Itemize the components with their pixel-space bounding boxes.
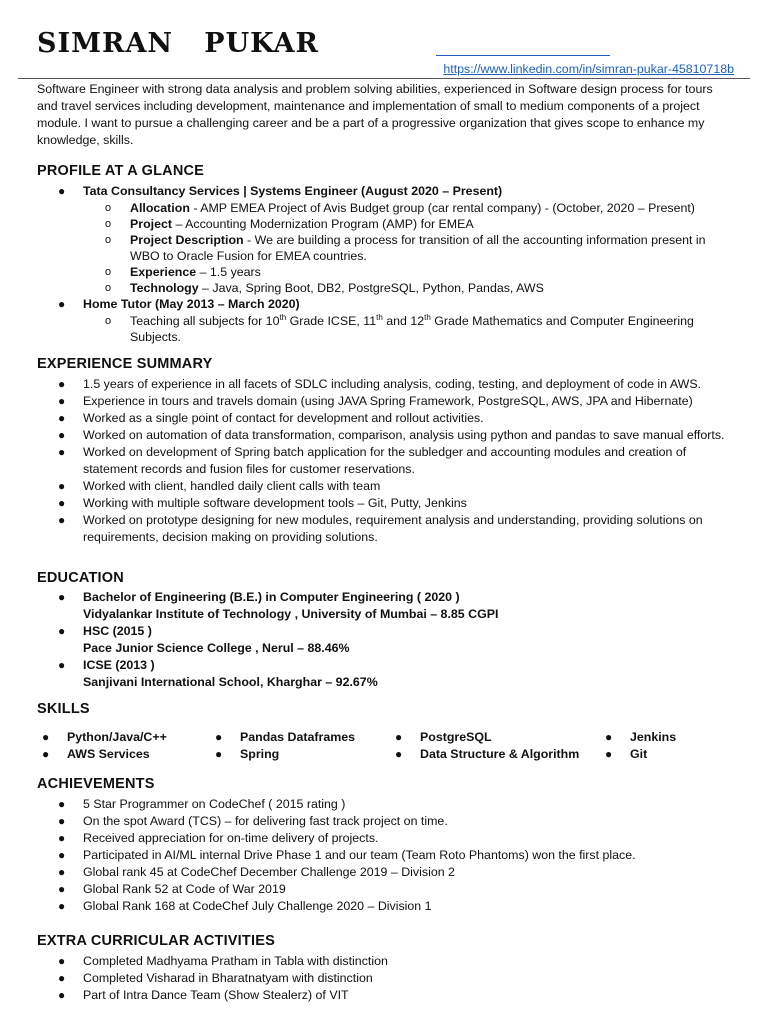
skill-text: AWS Services <box>67 747 150 761</box>
institution: Pace Junior Science College , Nerul – 88.46% <box>83 641 350 655</box>
item-text: Worked on automation of data transformation, comparison, analysis using python and pandas to save manual efforts. <box>83 428 725 442</box>
degree: HSC (2015 ) <box>83 624 152 638</box>
circle-bullet-icon: o <box>105 218 112 230</box>
bullet-icon: ● <box>58 513 66 527</box>
bullet-icon: ● <box>42 747 50 761</box>
skill-text: Python/Java/C++ <box>67 730 167 744</box>
list-item <box>58 796 728 813</box>
bullet-icon: ● <box>58 297 66 311</box>
list-item <box>58 376 728 393</box>
circle-bullet-icon: o <box>105 266 112 278</box>
item-text: Worked on development of Spring batch application for the subledger and accounting modules and creation of statement records and fusion files for customer reservations. <box>83 445 687 476</box>
institution: Vidyalankar Institute of Technology , University of Mumbai – 8.85 CGPI <box>83 607 499 621</box>
detail-text: - We are building a process for transition of all the accounting information present in WBO to Oracle Fusion for EMEA countries. <box>130 233 706 263</box>
list-item <box>58 478 728 495</box>
bullet-icon: ● <box>58 797 66 811</box>
circle-bullet-icon: o <box>105 234 112 246</box>
detail-text: – Accounting Modernization Program (AMP) for EMEA <box>172 217 474 231</box>
list-item <box>58 953 728 970</box>
skill-item <box>605 729 676 746</box>
achievements-list <box>58 796 728 915</box>
education-item <box>58 589 728 623</box>
extracurricular-list <box>58 953 728 1004</box>
skill-item <box>605 746 647 763</box>
detail-label: Allocation <box>130 201 190 215</box>
bullet-icon: ● <box>58 954 66 968</box>
bullet-icon: ● <box>215 747 223 761</box>
job-heading: Home Tutor (May 2013 – March 2020) <box>83 297 300 311</box>
bullet-icon: ● <box>58 988 66 1002</box>
link-overline-divider <box>436 55 610 56</box>
bullet-icon: ● <box>215 730 223 744</box>
item-text: Global rank 45 at CodeChef December Challenge 2019 – Division 2 <box>83 865 455 879</box>
job-heading: Tata Consultancy Services | Systems Engineer (August 2020 – Present) <box>83 184 503 198</box>
profile-job-tcs <box>58 183 728 296</box>
bullet-icon: ● <box>58 377 66 391</box>
skill-text: Git <box>630 747 648 761</box>
item-text: Participated in AI/ML internal Drive Phase 1 and our team (Team Roto Phantoms) won the first place. <box>83 848 636 862</box>
skills-grid <box>42 729 742 765</box>
detail-text: Grade Mathematics and Computer Engineering Subjects. <box>130 314 694 344</box>
education-item <box>58 657 728 691</box>
bullet-icon: ● <box>58 848 66 862</box>
skill-text: Data Structure & Algorithm <box>420 747 580 761</box>
institution: Sanjivani International School, Kharghar – 92.67% <box>83 675 378 689</box>
detail-label: Experience <box>130 265 197 279</box>
item-text: Global Rank 168 at CodeChef July Challenge 2020 – Division 1 <box>83 899 432 913</box>
skill-item <box>215 746 279 763</box>
education-item <box>58 623 728 657</box>
section-title-experience: EXPERIENCE SUMMARY <box>37 356 213 372</box>
section-title-education: EDUCATION <box>37 570 124 586</box>
bullet-icon: ● <box>58 882 66 896</box>
detail-text: Grade ICSE, 11 <box>286 314 377 328</box>
degree: Bachelor of Engineering (B.E.) in Computer Engineering ( 2020 ) <box>83 590 460 604</box>
item-text: Experience in tours and travels domain (using JAVA Spring Framework, PostgreSQL, AWS, JPA and Hibernate) <box>83 394 693 408</box>
job-details <box>83 313 728 345</box>
item-text: Received appreciation for on-time delivery of projects. <box>83 831 379 845</box>
education-list <box>58 589 728 691</box>
list-item <box>58 830 728 847</box>
skill-item <box>215 729 355 746</box>
detail-label: Project Description <box>130 233 244 247</box>
bullet-icon: ● <box>58 590 66 604</box>
bullet-icon: ● <box>58 865 66 879</box>
bullet-icon: ● <box>58 479 66 493</box>
skill-text: PostgreSQL <box>420 730 492 744</box>
bullet-icon: ● <box>58 445 66 459</box>
item-text: On the spot Award (TCS) – for delivering fast track project on time. <box>83 814 448 828</box>
item-text: Completed Madhyama Pratham in Tabla with distinction <box>83 954 388 968</box>
bullet-icon: ● <box>58 394 66 408</box>
section-title-profile: PROFILE AT A GLANCE <box>37 163 205 179</box>
linkedin-link[interactable]: https://www.linkedin.com/in/simran-pukar-45810718b <box>443 62 734 76</box>
header-divider <box>18 78 750 79</box>
bullet-icon: ● <box>605 730 613 744</box>
job-detail-allocation <box>83 200 728 216</box>
circle-bullet-icon: o <box>105 202 112 214</box>
skill-item <box>395 729 492 746</box>
item-text: Worked with client, handled daily client calls with team <box>83 479 381 493</box>
list-item <box>58 813 728 830</box>
bullet-icon: ● <box>58 184 66 198</box>
skill-text: Spring <box>240 747 280 761</box>
bullet-icon: ● <box>58 831 66 845</box>
item-text: Completed Visharad in Bharatnatyam with distinction <box>83 971 373 985</box>
skill-text: Jenkins <box>630 730 677 744</box>
detail-label: Project <box>130 217 173 231</box>
superscript: th <box>424 312 431 322</box>
list-item <box>58 970 728 987</box>
bullet-icon: ● <box>58 814 66 828</box>
detail-text: and 12 <box>382 314 425 328</box>
list-item <box>58 410 728 427</box>
item-text: 5 Star Programmer on CodeChef ( 2015 rating ) <box>83 797 346 811</box>
job-detail-description <box>83 232 728 264</box>
bullet-icon: ● <box>58 971 66 985</box>
item-text: 1.5 years of experience in all facets of SDLC including analysis, coding, testing, and deployment of code in AWS. <box>83 377 702 391</box>
item-text: Working with multiple software development tools – Git, Putty, Jenkins <box>83 496 467 510</box>
job-detail-technology <box>83 280 728 296</box>
list-item <box>58 393 728 410</box>
professional-summary: Software Engineer with strong data analysis and problem solving abilities, experienced in Software design process for tours and travel services including development, maintenance and implementation of small to medium components of a project module. I want to pursue a challenging career and be a part of a progressive organization that gives scope to enhance my knowledge, skills. <box>37 82 713 147</box>
profile-list <box>58 183 728 345</box>
list-item <box>58 881 728 898</box>
list-item <box>58 444 728 478</box>
skill-text: Pandas Dataframes <box>240 730 356 744</box>
item-text: Worked as a single point of contact for development and rollout activities. <box>83 411 484 425</box>
item-text: Worked on prototype designing for new modules, requirement analysis and understanding, providing solutions on requirements, decision making on providing solutions. <box>83 513 703 544</box>
skill-item <box>395 746 579 763</box>
bullet-icon: ● <box>58 428 66 442</box>
detail-text: Teaching all subjects for 10 <box>130 314 280 328</box>
list-item <box>58 495 728 512</box>
bullet-icon: ● <box>42 730 50 744</box>
bullet-icon: ● <box>58 658 66 672</box>
profile-job-tutor <box>58 296 728 345</box>
circle-bullet-icon: o <box>105 315 112 327</box>
section-title-skills: SKILLS <box>37 701 90 717</box>
skill-item <box>42 729 167 746</box>
job-detail-project <box>83 216 728 232</box>
item-text: Part of Intra Dance Team (Show Stealerz) of VIT <box>83 988 349 1002</box>
skill-item <box>42 746 150 763</box>
job-detail-experience <box>83 264 728 280</box>
list-item <box>58 987 728 1004</box>
detail-text: – 1.5 years <box>196 265 261 279</box>
detail-text: - AMP EMEA Project of Avis Budget group (car rental company) - (October, 2020 – Present) <box>189 201 695 215</box>
section-title-achievements: ACHIEVEMENTS <box>37 776 155 792</box>
list-item <box>58 898 728 915</box>
job-details <box>83 200 728 296</box>
bullet-icon: ● <box>58 411 66 425</box>
list-item <box>58 864 728 881</box>
bullet-icon: ● <box>605 747 613 761</box>
bullet-icon: ● <box>395 730 403 744</box>
bullet-icon: ● <box>58 496 66 510</box>
list-item <box>58 427 728 444</box>
degree: ICSE (2013 ) <box>83 658 155 672</box>
job-detail-teaching <box>83 313 728 345</box>
superscript: th <box>376 312 383 322</box>
item-text: Global Rank 52 at Code of War 2019 <box>83 882 286 896</box>
detail-text: – Java, Spring Boot, DB2, PostgreSQL, Python, Pandas, AWS <box>198 281 544 295</box>
detail-label: Technology <box>130 281 199 295</box>
candidate-name: SIMRAN PUKAR <box>37 28 319 59</box>
circle-bullet-icon: o <box>105 282 112 294</box>
list-item <box>58 512 728 546</box>
bullet-icon: ● <box>58 899 66 913</box>
experience-list <box>58 376 728 546</box>
bullet-icon: ● <box>58 624 66 638</box>
bullet-icon: ● <box>395 747 403 761</box>
section-title-extracurricular: EXTRA CURRICULAR ACTIVITIES <box>37 933 275 949</box>
list-item <box>58 847 728 864</box>
superscript: th <box>279 312 287 322</box>
